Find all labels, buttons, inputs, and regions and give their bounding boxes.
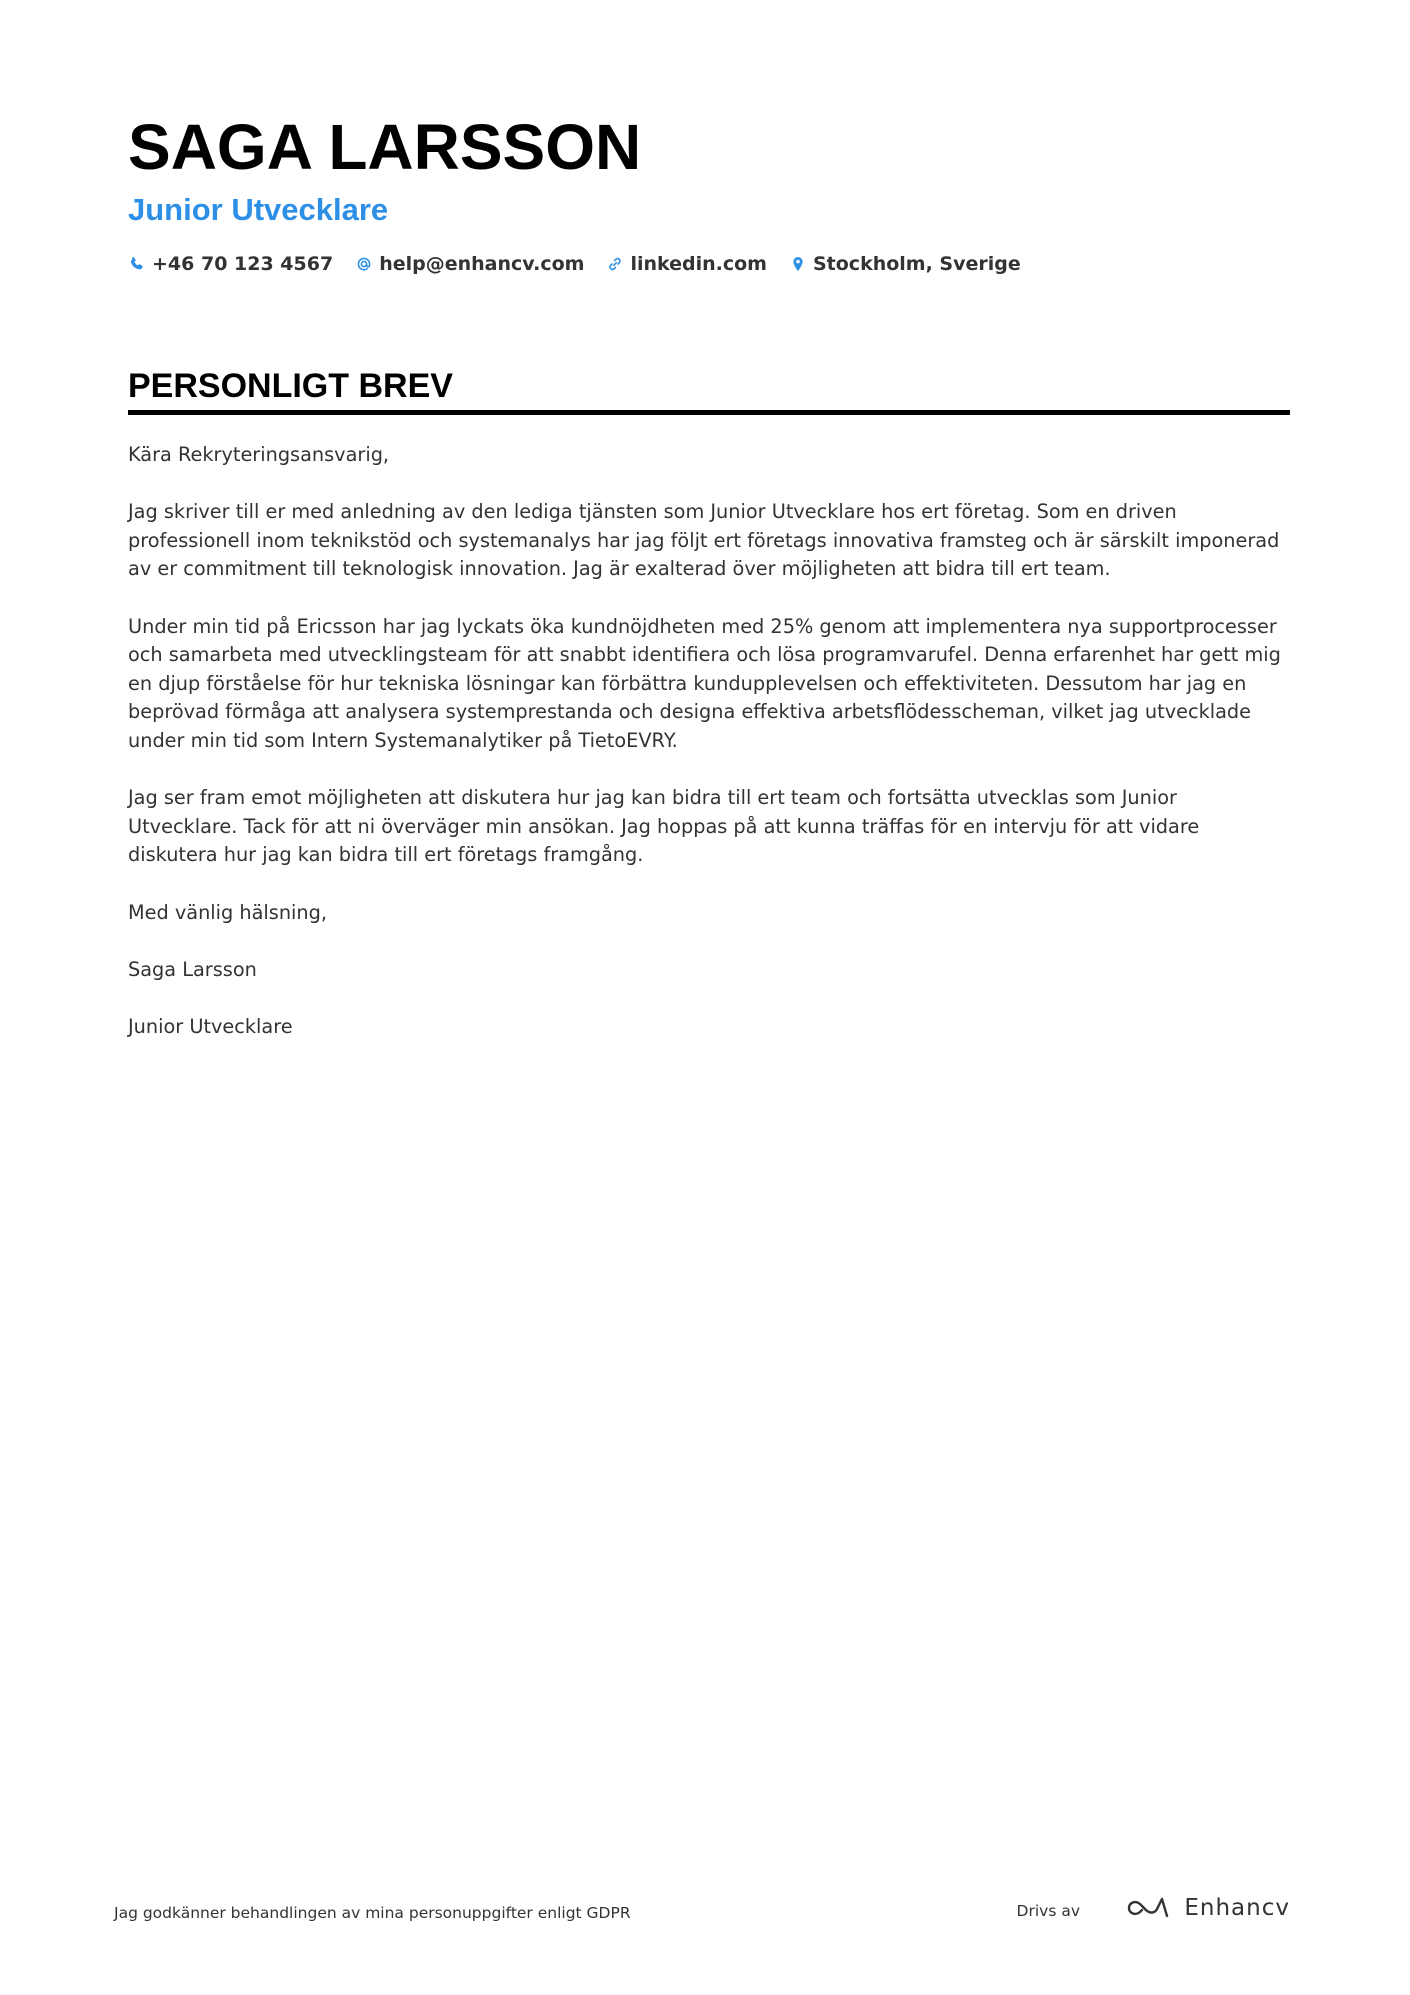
linkedin-text: linkedin.com xyxy=(630,253,767,275)
contact-email[interactable] xyxy=(355,253,584,275)
location-text: Stockholm, Sverige xyxy=(812,253,1021,275)
enhancv-logo-icon xyxy=(1126,1894,1172,1922)
letter-paragraph: Jag skriver till er med anledning av den lediga tjänsten som Junior Utvecklare hos ert företag. Som en driven professionell inom teknikstöd och systemanalys har jag följt ert företags innovativa framsteg och är särskilt imponerad av er commitment till teknologisk innovation. Jag är exalterad över möjligheten att bidra till ert team. xyxy=(128,500,1280,581)
contact-bar xyxy=(128,250,1290,278)
email-text: help@enhancv.com xyxy=(379,253,585,275)
link-icon xyxy=(606,255,624,273)
page-footer xyxy=(114,1888,1290,1928)
location-pin-icon xyxy=(789,255,807,273)
letter-paragraph: Jag ser fram emot möjligheten att diskutera hur jag kan bidra till ert team och fortsätta utvecklas som Junior Utvecklare. Tack för att ni överväger min ansökan. Jag hoppas på att kunna träffas för en intervju för att vidare diskutera hur jag kan bidra till ert företags framgång. xyxy=(128,786,1200,867)
letter-body xyxy=(128,441,1290,1041)
powered-by-label: Drivs av xyxy=(1016,1902,1080,1920)
signature-name: Saga Larsson xyxy=(128,957,257,981)
contact-linkedin[interactable] xyxy=(606,253,767,275)
applicant-role: Junior Utvecklare xyxy=(128,192,389,227)
enhancv-logo[interactable] xyxy=(1126,1894,1290,1922)
section-title: PERSONLIGT BREV xyxy=(128,366,1290,415)
phone-icon xyxy=(128,255,146,273)
enhancv-logo-text: Enhancv xyxy=(1184,1895,1290,1921)
applicant-name: SAGA LARSSON xyxy=(128,111,642,183)
contact-phone[interactable] xyxy=(128,253,333,275)
letter-greeting: Kära Rekryteringsansvarig, xyxy=(128,443,390,466)
phone-text: +46 70 123 4567 xyxy=(152,253,334,275)
gdpr-consent-text: Jag godkänner behandlingen av mina personuppgifter enligt GDPR xyxy=(114,1904,631,1922)
letter-closing: Med vänlig hälsning, xyxy=(128,900,327,924)
signature-title: Junior Utvecklare xyxy=(128,1014,293,1038)
cover-letter-page xyxy=(128,108,1290,1070)
contact-location xyxy=(789,253,1021,275)
at-icon xyxy=(355,255,373,273)
letter-paragraph: Under min tid på Ericsson har jag lyckats öka kundnöjdheten med 25% genom att implementera nya supportprocesser och samarbeta med utvecklingsteam för att snabbt identifiera och lösa programvarufel. Denna erfarenhet har gett mig en djup förståelse för hur tekniska lösningar kan förbättra kundupplevelsen och effektiviteten. Dessutom har jag en beprövad förmåga att analysera systemprestanda och designa effektiva arbetsflödesscheman, vilket jag utvecklade under min tid som Intern Systemanalytiker på TietoEVRY. xyxy=(128,614,1281,752)
